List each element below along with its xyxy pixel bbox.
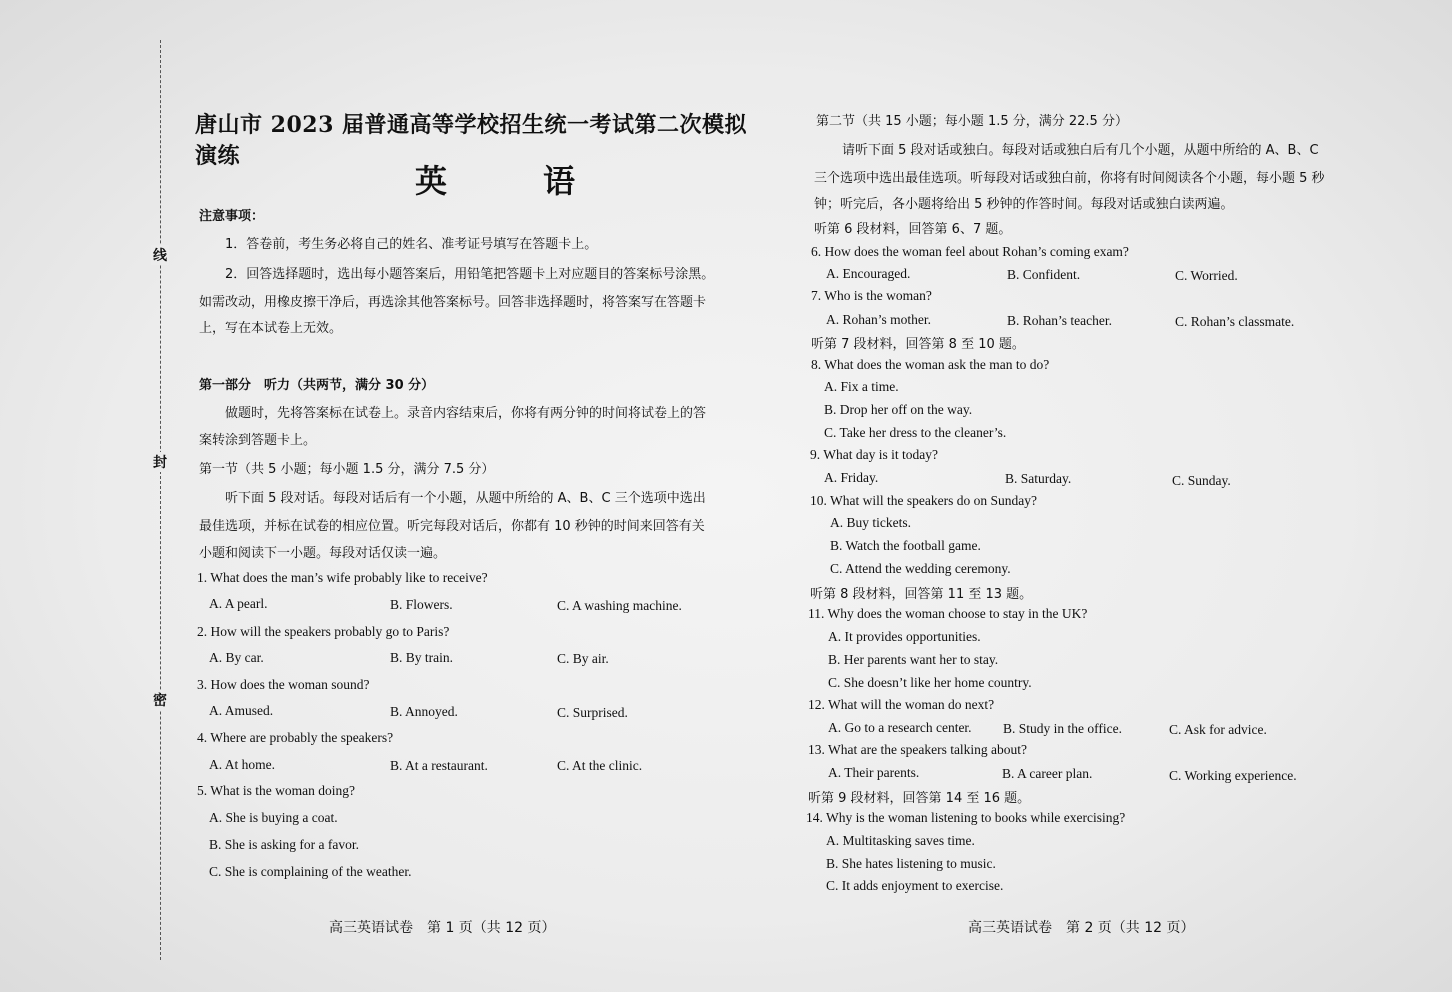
option-b: B. Annoyed. (390, 704, 458, 719)
material-instruction: 听第 7 段材料，回答第 8 至 10 题。 (811, 337, 1025, 352)
option-b: B. Study in the office. (1003, 721, 1122, 736)
question-stem: 6. How does the woman feel about Rohan’s coming exam? (811, 244, 1129, 259)
section2-intro: 钟；听完后，各小题将给出 5 秒钟的作答时间。每段对话或独白读两遍。 (814, 197, 1234, 212)
option-a: A. It provides opportunities. (828, 629, 981, 644)
option-a: A. Multitasking saves time. (826, 833, 975, 848)
option-b: B. By train. (390, 650, 453, 665)
notes-item: 1．答卷前，考生务必将自己的姓名、准考证号填写在答题卡上。 (225, 237, 598, 252)
option-b: B. Confident. (1007, 267, 1081, 282)
question-stem: 12. What will the woman do next? (808, 697, 995, 712)
option-a: A. Buy tickets. (830, 515, 911, 530)
option-c: C. Ask for advice. (1169, 722, 1267, 737)
part1-intro: 案转涂到答题卡上。 (199, 433, 317, 448)
option-b: B. Drop her off on the way. (824, 402, 973, 417)
section2-intro: 请听下面 5 段对话或独白。每段对话或独白后有几个小题，从题中所给的 A、B、C (842, 143, 1319, 158)
option-a: A. Their parents. (828, 765, 920, 780)
question-stem: 8. What does the woman ask the man to do? (811, 357, 1050, 372)
option-c: C. She is complaining of the weather. (209, 864, 412, 879)
option-b: B. Saturday. (1005, 471, 1072, 486)
option-c: C. A washing machine. (557, 598, 682, 613)
binding-dashes (160, 40, 161, 960)
section2-intro: 三个选项中选出最佳选项。听每段对话或独白前，你将有时间阅读各个小题，每小题 5 秒 (814, 171, 1325, 186)
option-b: B. She is asking for a favor. (209, 837, 359, 852)
question-stem: 1. What does the man’s wife probably like to receive? (197, 570, 488, 585)
material-instruction: 听第 6 段材料，回答第 6、7 题。 (814, 222, 1012, 237)
option-a: A. A pearl. (209, 596, 268, 611)
option-c: C. Sunday. (1172, 473, 1231, 488)
material-instruction: 听第 9 段材料，回答第 14 至 16 题。 (808, 791, 1031, 806)
notes-heading: 注意事项： (199, 209, 265, 224)
option-c: C. At the clinic. (557, 758, 643, 773)
option-c: C. It adds enjoyment to exercise. (826, 878, 1004, 893)
option-b: B. Her parents want her to stay. (828, 652, 999, 667)
question-stem: 11. Why does the woman choose to stay in the UK? (808, 606, 1088, 621)
option-b: B. At a restaurant. (390, 758, 488, 773)
option-b: B. A career plan. (1002, 766, 1093, 781)
part1-intro: 做题时，先将答案标在试卷上。录音内容结束后，你将有两分钟的时间将试卷上的答 (225, 406, 707, 421)
page-footer: 高三英语试卷 第 1 页（共 12 页） (329, 920, 556, 936)
option-a: A. She is buying a coat. (209, 810, 338, 825)
question-stem: 3. How does the woman sound? (197, 677, 370, 692)
question-stem: 4. Where are probably the speakers? (197, 730, 394, 745)
option-a: A. Amused. (209, 703, 274, 718)
question-stem: 13. What are the speakers talking about? (808, 742, 1028, 757)
section1-intro: 小题和阅读下一小题。每段对话仅读一遍。 (199, 546, 447, 561)
section1-intro: 最佳选项，并标在试卷的相应位置。听完每段对话后，你都有 10 秒钟的时间来回答有关 (199, 519, 705, 534)
option-a: A. Encouraged. (826, 266, 911, 281)
option-a: A. Friday. (824, 470, 879, 485)
subject-title: 英 语 (415, 162, 608, 200)
binding-mark-feng: 封 (151, 452, 169, 472)
question-stem: 2. How will the speakers probably go to Paris? (197, 624, 450, 639)
question-stem: 7. Who is the woman? (811, 288, 932, 303)
notes-item: 如需改动，用橡皮擦干净后，再选涂其他答案标号。回答非选择题时，将答案写在答题卡 (199, 295, 707, 310)
option-b: B. Flowers. (390, 597, 453, 612)
option-c: C. Surprised. (557, 705, 628, 720)
page-footer: 高三英语试卷 第 2 页（共 12 页） (968, 920, 1195, 936)
option-a: A. Fix a time. (824, 379, 899, 394)
option-a: A. At home. (209, 757, 275, 772)
part1-heading: 第一部分 听力（共两节，满分 30 分） (199, 378, 435, 393)
binding-mark-xian: 线 (151, 245, 169, 265)
notes-item: 2．回答选择题时，选出每小题答案后，用铅笔把答题卡上对应题目的答案标号涂黑。 (225, 267, 715, 282)
question-stem: 5. What is the woman doing? (197, 783, 355, 798)
binding-mark-mi: 密 (151, 690, 169, 710)
section2-heading: 第二节（共 15 小题；每小题 1.5 分，满分 22.5 分） (816, 114, 1128, 129)
option-a: A. Go to a research center. (828, 720, 972, 735)
option-a: A. Rohan’s mother. (826, 312, 931, 327)
option-c: C. Working experience. (1169, 768, 1297, 783)
option-a: A. By car. (209, 650, 264, 665)
binding-line (150, 40, 170, 960)
option-b: B. She hates listening to music. (826, 856, 996, 871)
notes-item: 上，写在本试卷上无效。 (199, 321, 343, 336)
question-stem: 10. What will the speakers do on Sunday? (810, 493, 1037, 508)
section1-heading: 第一节（共 5 小题；每小题 1.5 分，满分 7.5 分） (199, 462, 495, 477)
option-c: C. Take her dress to the cleaner’s. (824, 425, 1007, 440)
section1-intro: 听下面 5 段对话。每段对话后有一个小题，从题中所给的 A、B、C 三个选项中选出 (225, 491, 706, 506)
option-c: C. Worried. (1175, 268, 1238, 283)
material-instruction: 听第 8 段材料，回答第 11 至 13 题。 (810, 587, 1033, 602)
option-c: C. Attend the wedding ceremony. (830, 561, 1011, 576)
option-b: B. Watch the football game. (830, 538, 981, 553)
option-c: C. Rohan’s classmate. (1175, 314, 1295, 329)
question-stem: 14. Why is the woman listening to books while exercising? (806, 810, 1126, 825)
option-c: C. By air. (557, 651, 609, 666)
question-stem: 9. What day is it today? (810, 447, 938, 462)
exam-title: 唐山市 2023 届普通高等学校招生统一考试第二次模拟演练 (195, 112, 748, 169)
option-c: C. She doesn’t like her home country. (828, 675, 1032, 690)
option-b: B. Rohan’s teacher. (1007, 313, 1112, 328)
